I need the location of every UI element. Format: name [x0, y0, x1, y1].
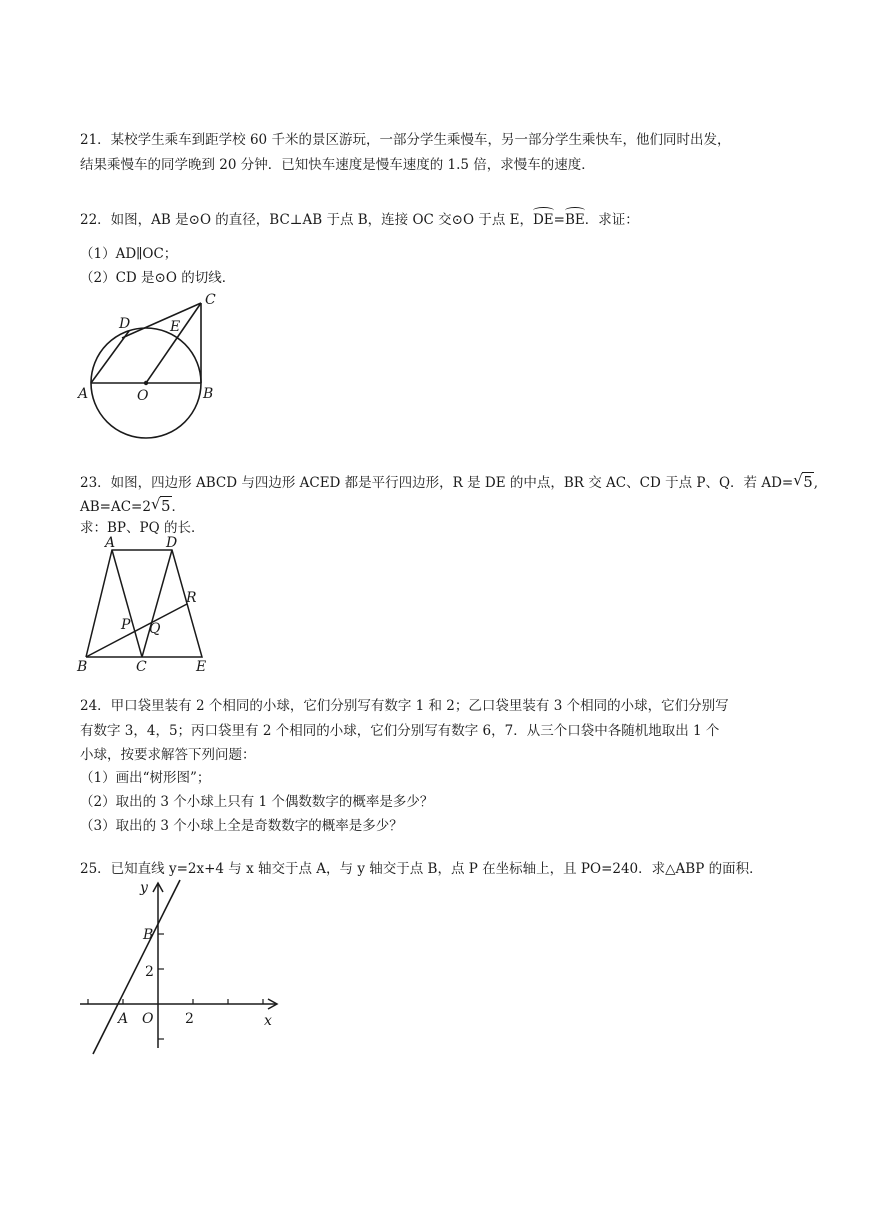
- label-a: A: [105, 535, 116, 551]
- q23-line-2-text: AB=AC=2: [80, 499, 151, 515]
- arc-be: BE: [564, 212, 585, 228]
- q21-line-2: 结果乘慢车的同学晚到 20 分钟．已知快车速度是慢车速度的 1.5 倍，求慢车的速度．: [80, 157, 595, 173]
- label-d: D: [119, 316, 131, 332]
- sqrt-5-a: √ 5: [793, 471, 813, 491]
- segment-br: [86, 604, 187, 657]
- tick-label-y-2: 2: [145, 964, 154, 980]
- q24-part-2: （2）取出的 3 个小球上只有 1 个偶数数字的概率是多少？: [80, 794, 434, 810]
- q25-graph: [76, 878, 286, 1058]
- q22-part-2: （2）CD 是⊙O 的切线．: [80, 270, 236, 286]
- label-y: y: [140, 880, 148, 896]
- label-o: O: [137, 388, 149, 404]
- q23-line-3: 求：BP、PQ 的长．: [80, 520, 205, 536]
- q23-stem: [80, 472, 818, 493]
- q23-figure: [74, 534, 224, 674]
- label-p: P: [121, 617, 131, 633]
- q24-part-1: （1）画出“树形图”；: [80, 770, 211, 786]
- q23-line-2-end: ．: [171, 499, 186, 515]
- label-a: A: [78, 386, 89, 402]
- label-b: B: [77, 659, 88, 674]
- label-b: B: [203, 386, 214, 402]
- label-x: x: [264, 1013, 272, 1029]
- q24-line-3: 小球，按要求解答下列问题：: [80, 747, 256, 763]
- q24-line-2: 有数字 3，4，5；丙口袋里有 2 个相同的小球，它们分别写有数字 6，7．从三个口袋中各随机地取出 1 个: [80, 723, 720, 739]
- q23-stem-text: 23．如图，四边形 ABCD 与四边形 ACED 都是平行四边形，R 是 DE 的中点，BR 交 AC、CD 于点 P、Q．若 AD=: [80, 475, 794, 491]
- q22-stem-text: 22．如图，AB 是⊙O 的直径，BC⊥AB 于点 B，连接 OC 交⊙O 于点 E，: [80, 212, 533, 228]
- label-b: B: [143, 927, 154, 943]
- label-r: R: [186, 590, 197, 606]
- label-o: O: [142, 1011, 154, 1027]
- q22-figure: [74, 288, 234, 448]
- segment-cd: [142, 550, 172, 657]
- q22-prove-text: ．求证：: [584, 212, 639, 228]
- arc-de: DE: [532, 212, 554, 228]
- sqrt-5-b: √ 5: [150, 495, 171, 515]
- parallelogram-abcd-aced: [86, 550, 202, 657]
- equals-sign: =: [553, 212, 565, 228]
- y-ticks: [158, 934, 164, 1039]
- line-y-2x-4: [93, 880, 180, 1054]
- q21-line-1: 21．某校学生乘车到距学校 60 千米的景区游玩，一部分学生乘慢车，另一部分学生乘快车，他们同时出发，: [80, 132, 731, 148]
- label-q: Q: [149, 621, 161, 637]
- tick-label-x-2: 2: [185, 1011, 194, 1027]
- label-a: A: [118, 1011, 129, 1027]
- q24-line-1: 24．甲口袋里装有 2 个相同的小球，它们分别写有数字 1 和 2；乙口袋里装有 3 个相同的小球，它们分别写: [80, 698, 729, 714]
- label-c: C: [205, 292, 216, 308]
- label-e: E: [170, 319, 181, 335]
- q22-stem: [80, 210, 639, 230]
- q25-stem: 25．已知直线 y=2x+4 与 x 轴交于点 A，与 y 轴交于点 B，点 P 在坐标轴上，且 PO=240．求△ABP 的面积．: [80, 861, 763, 877]
- q22-part-1: （1）AD∥OC；: [80, 246, 178, 262]
- q23-line-2: [80, 496, 185, 517]
- q23-comma: ,: [813, 475, 819, 491]
- center-dot: [144, 381, 148, 385]
- label-c: C: [136, 659, 147, 674]
- label-e: E: [196, 659, 207, 674]
- label-d: D: [166, 535, 178, 551]
- q24-part-3: （3）取出的 3 个小球上全是奇数数字的概率是多少？: [80, 818, 403, 834]
